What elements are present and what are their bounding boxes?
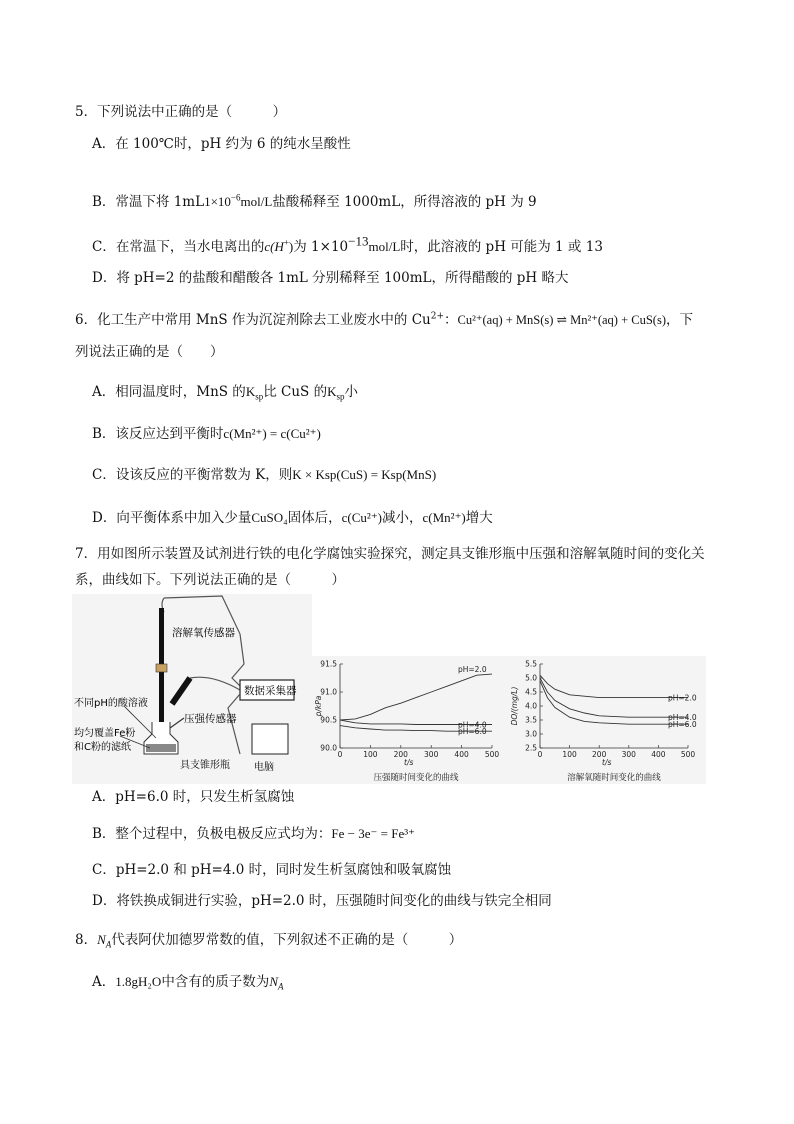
q7-b-text: B．整个过程中，负极电极反应式均为： — [92, 826, 332, 842]
q6-option-a — [92, 383, 358, 401]
series-label: pH=4.0 — [458, 720, 487, 730]
x-tick-label: 400 — [454, 750, 469, 759]
q6-d-text1: D．向平衡体系中加入少量 — [92, 510, 252, 526]
y-tick-label: 90.5 — [320, 715, 337, 725]
x-tick-label: 100 — [363, 750, 378, 759]
q5-c-text3: 时，此溶液的 pH 可能为 1 或 13 — [400, 239, 603, 255]
pressure-chart-svg — [312, 656, 508, 784]
do-sensor-label: 溶解氧传感器 — [172, 627, 235, 639]
series-label: pH=2.0 — [458, 665, 487, 675]
series-label: pH=6.0 — [458, 727, 487, 737]
do-chart-svg — [508, 656, 706, 784]
q5-option-b — [92, 193, 537, 211]
q8-a-expr: 1.8gH₂O — [115, 974, 162, 989]
q6-a-ksp2: $K_{sp}$ — [327, 384, 345, 402]
x-tick-label: 0 — [537, 750, 543, 759]
x-tick-label: 200 — [393, 750, 408, 759]
q6-d-text4: 增大 — [465, 510, 493, 526]
q6-option-d — [92, 509, 493, 527]
paper-label-1: 均匀覆盖Fe粉 — [74, 728, 136, 739]
q7-option-b — [92, 825, 415, 843]
q5-c-text2: 为 1×10 — [293, 239, 349, 255]
x-tick-label: 100 — [562, 750, 577, 759]
q5-c-exp: −13 — [348, 233, 369, 249]
q7-option-a: A．pH=6.0 时，只发生析氢腐蚀 — [92, 789, 295, 805]
x-tick-label: 200 — [592, 750, 607, 759]
q6-d-text2: 固体后， — [287, 510, 342, 526]
q5-b-conc: $1\times 10^{-6}mol/L$ — [204, 192, 273, 209]
q8-option-a — [92, 973, 283, 991]
q8-na-symbol: $N_A$ — [97, 932, 112, 950]
q6-stem-line2: 列说法正确的是（ ） — [75, 344, 224, 360]
q6-d-salt: CuSO₄ — [251, 510, 288, 525]
x-axis-label: t/s — [404, 758, 414, 767]
y-axis-label: p/kPa — [314, 695, 323, 717]
q7-option-c: C．pH=2.0 和 pH=4.0 时，同时发生析氢腐蚀和吸氧腐蚀 — [92, 862, 452, 878]
q6-stem-text: 6．化工生产中常用 MnS 作为沉淀剂除去工业废水中的 Cu — [75, 312, 431, 328]
do-chart — [508, 656, 706, 784]
q8-a-text: 中含有的质子数为 — [161, 974, 270, 990]
q6-option-c — [92, 466, 436, 484]
q6-c-text: C．设该反应的平衡常数为 K，则 — [92, 467, 293, 483]
flask-label: 具支锥形瓶 — [180, 760, 230, 771]
q5-b-text2: 盐酸稀释至 1000mL，所得溶液的 pH 为 9 — [272, 194, 537, 210]
y-tick-label: 91.5 — [320, 659, 337, 669]
chart-caption: 压强随时间变化的曲线 — [373, 773, 459, 783]
q6-equation: Cu²⁺(aq) + MnS(s) ⇌ Mn²⁺(aq) + CuS(s) — [457, 313, 666, 327]
q5-c-unit: mol/L — [368, 239, 401, 254]
pressure-chart — [312, 656, 508, 784]
solution-label: 不同pH的酸溶液 — [74, 698, 148, 709]
x-tick-label: 500 — [484, 750, 500, 759]
q6-a-text1: A．相同温度时，MnS 的 — [92, 384, 246, 400]
q6-a-text2: 比 CuS 的 — [263, 384, 328, 400]
y-tick-label: 4.0 — [525, 701, 537, 711]
q8-a-na: $N_A$ — [269, 974, 284, 992]
x-axis-label: t/s — [602, 758, 612, 767]
q8-number: 8． — [75, 932, 98, 948]
q5-b-text1: B．常温下将 1mL — [92, 194, 205, 210]
collector-label: 数据采集器 — [244, 685, 297, 697]
x-tick-label: 400 — [651, 750, 666, 759]
q6-c-expr: K × Ksp(CuS) = Ksp(MnS) — [292, 467, 437, 482]
q8-a-label: A． — [92, 974, 116, 990]
x-tick-label: 500 — [680, 750, 696, 759]
q8-stem-text: 代表阿伏加德罗常数的值，下列叙述不正确的是（ ） — [111, 932, 463, 948]
q6-a-ksp1: $K_{sp}$ — [245, 384, 264, 402]
y-tick-label: 91.0 — [320, 687, 337, 697]
q6-a-text3: 小 — [344, 384, 358, 400]
x-tick-label: 300 — [621, 750, 636, 759]
q6-d-expr1: c(Cu²⁺) — [341, 510, 383, 525]
q6-option-b — [92, 425, 321, 443]
computer-label: 电脑 — [254, 762, 274, 773]
q6-stem-sup: 2+ — [430, 311, 445, 322]
q6-stem-colon: ： — [444, 312, 458, 328]
series-label: pH=2.0 — [668, 693, 697, 703]
q6-d-expr2: c(Mn²⁺) — [422, 510, 466, 525]
q6-stem-end: ，下 — [666, 312, 693, 328]
q8-stem — [75, 931, 462, 949]
y-tick-label: 5.5 — [525, 659, 537, 669]
x-tick-label: 0 — [337, 750, 343, 759]
x-tick-label: 300 — [424, 750, 439, 759]
y-tick-label: 2.5 — [525, 743, 537, 753]
pressure-sensor-label: 压强传感器 — [184, 713, 237, 725]
q7-option-d: D．将铁换成铜进行实验，pH=2.0 时，压强随时间变化的曲线与铁完全相同 — [92, 893, 552, 909]
q5-stem: 5．下列说法中正确的是（ ） — [75, 104, 287, 120]
q5-c-text1: C．在常温下，当水电离出的 — [92, 239, 265, 255]
y-tick-label: 90.0 — [320, 743, 337, 753]
y-tick-label: 3.0 — [525, 729, 537, 739]
q7-stem-line2: 系，曲线如下。下列说法正确的是（ ） — [75, 572, 345, 588]
q5-option-d: D．将 pH=2 的盐酸和醋酸各 1mL 分别稀释至 100mL，所得醋酸的 pH 略大 — [92, 270, 569, 286]
series-label: pH=6.0 — [668, 720, 697, 730]
series-label: pH=4.0 — [668, 713, 697, 723]
q7-b-expr: Fe − 3e⁻ = Fe³⁺ — [331, 826, 415, 841]
q6-b-text: B．该反应达到平衡时 — [92, 426, 224, 442]
q6-b-expr: c(Mn²⁺) = c(Cu²⁺) — [223, 426, 321, 441]
q6-d-text3: 减小， — [382, 510, 423, 526]
q5-option-a: A．在 100℃时，pH 约为 6 的纯水呈酸性 — [92, 136, 351, 152]
q5-c-expr: c(H+) — [264, 237, 294, 254]
paper-label-2: 和C粉的滤纸 — [74, 742, 131, 753]
y-axis-label: DO/(mg/L) — [510, 686, 519, 726]
q7-stem-line1: 7．用如图所示装置及试剂进行铁的电化学腐蚀实验探究，测定具支锥形瓶中压强和溶解氧随时间的变化关 — [75, 546, 705, 562]
chart-caption: 溶解氧随时间变化的曲线 — [567, 773, 661, 783]
q6-stem-line1 — [75, 311, 693, 329]
apparatus-diagram — [72, 594, 312, 784]
q5-option-c — [92, 233, 603, 256]
y-tick-label: 3.5 — [525, 715, 537, 725]
y-tick-label: 4.5 — [525, 687, 537, 697]
y-tick-label: 5.0 — [525, 673, 537, 683]
